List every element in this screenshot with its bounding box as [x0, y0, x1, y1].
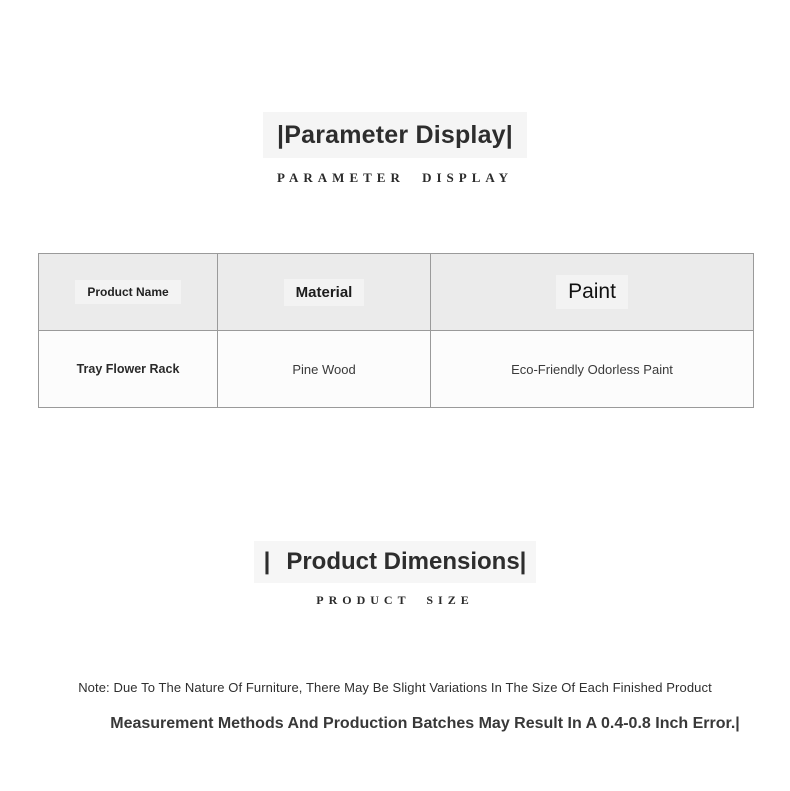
spec-table-header-row	[39, 254, 754, 331]
table-header-row	[39, 254, 754, 331]
product-dimensions-subtitle: PRODUCT SIZE	[316, 593, 474, 607]
product-dimensions-section	[0, 541, 790, 608]
spec-header-paint	[431, 254, 754, 331]
title-left-bar: |	[263, 548, 271, 575]
spec-cell-product-name: Tray Flower Rack	[39, 331, 218, 408]
product-dimensions-header	[0, 541, 790, 583]
spec-table	[38, 253, 754, 408]
parameter-display-subtitle: PARAMETER DISPLAY	[277, 170, 513, 185]
size-note-block	[0, 680, 790, 733]
parameter-display-header	[0, 0, 790, 158]
parameter-display-title: |Parameter Display|	[263, 112, 527, 158]
product-dimensions-title-text: Product Dimensions|	[286, 548, 527, 575]
spec-table-body	[39, 331, 754, 408]
spec-header-product-name-label: Product Name	[75, 280, 180, 304]
size-note-line2: Measurement Methods And Production Batches May Result In A 0.4-0.8 Inch Error.|	[110, 715, 740, 732]
product-dimensions-title	[254, 541, 537, 583]
spec-header-material	[218, 254, 431, 331]
size-note-line1: Note: Due To The Nature Of Furniture, There May Be Slight Variations In The Size Of Each Finished Product	[78, 680, 712, 695]
spec-header-product-name	[39, 254, 218, 331]
spec-header-paint-label: Paint	[556, 275, 628, 309]
spec-header-material-label: Material	[284, 279, 365, 306]
spec-cell-paint: Eco-Friendly Odorless Paint	[431, 331, 754, 408]
spec-cell-material: Pine Wood	[218, 331, 431, 408]
parameter-display-section	[0, 0, 790, 186]
table-row	[39, 331, 754, 408]
